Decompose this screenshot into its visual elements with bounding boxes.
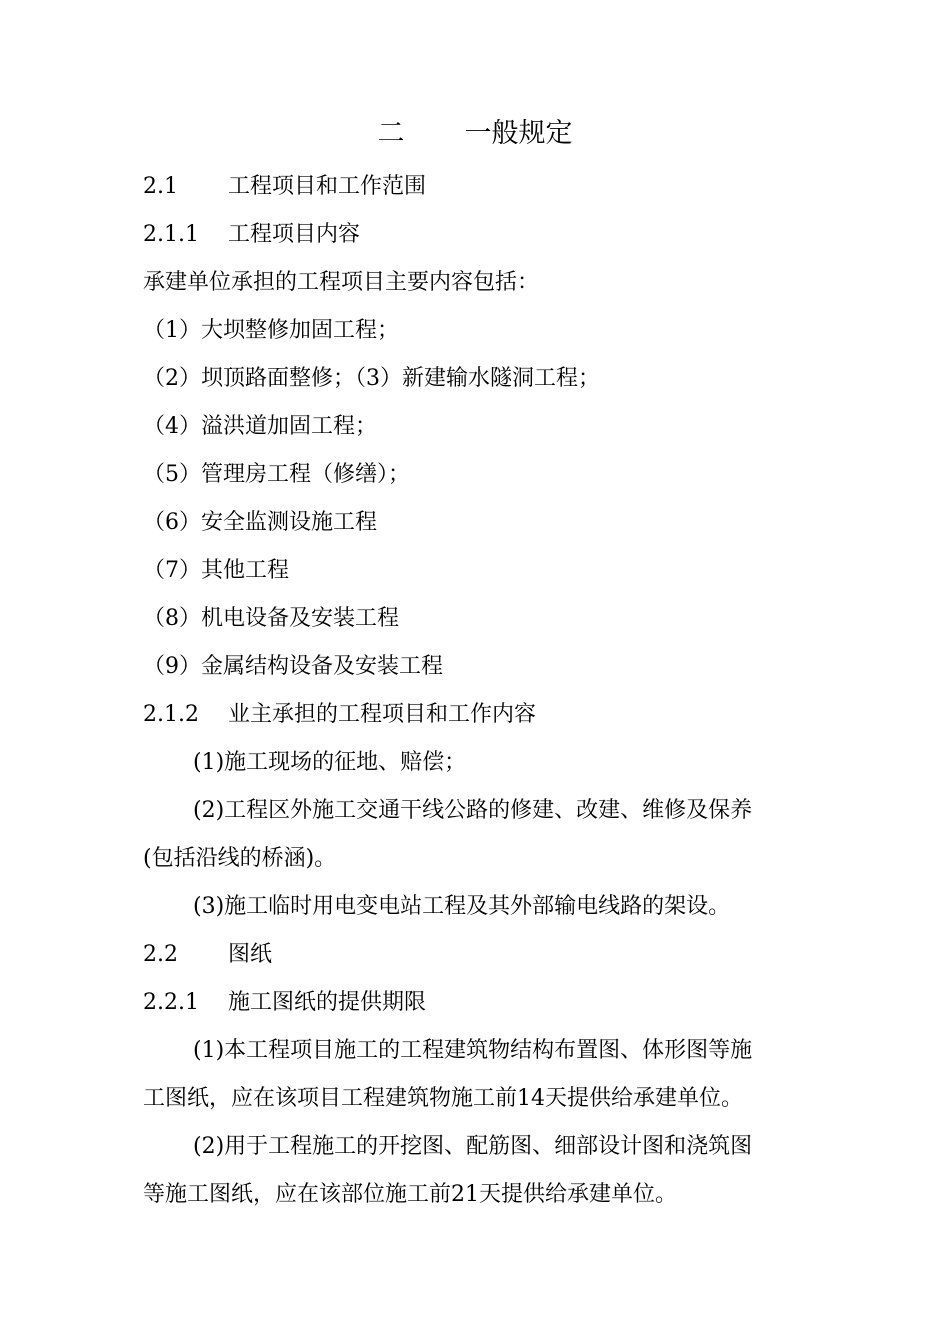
- paragraph-line: 承建单位承担的工程项目主要内容包括：: [143, 270, 540, 295]
- list-item: （8）机电设备及安装工程: [143, 606, 399, 631]
- paragraph-line: (1)本工程项目施工的工程建筑物结构布置图、体形图等施: [193, 1038, 753, 1063]
- subsection-heading-2-1-1: [143, 220, 360, 250]
- section-number: 2.1: [143, 174, 178, 199]
- chapter-number: 二: [377, 118, 405, 149]
- section-title: 工程项目内容: [228, 222, 361, 247]
- section-heading-2-2: [143, 940, 272, 970]
- list-item: （2）坝顶路面整修；（3）新建输水隧洞工程；: [143, 366, 600, 391]
- list-item: （6）安全监测设施工程: [143, 510, 377, 535]
- section-number: 2.1.2: [143, 702, 199, 727]
- section-title: 工程项目和工作范围: [228, 174, 427, 199]
- section-title: 施工图纸的提供期限: [228, 990, 427, 1015]
- paragraph-line: (2)用于工程施工的开挖图、配筋图、细部设计图和浇筑图: [193, 1134, 753, 1159]
- section-number: 2.2.1: [143, 990, 199, 1015]
- paragraph-line: 等施工图纸，应在该部位施工前21天提供给承建单位。: [143, 1182, 677, 1207]
- list-item: （1）大坝整修加固工程；: [143, 318, 399, 343]
- paragraph-line: (2)工程区外施工交通干线公路的修建、改建、维修及保养: [193, 798, 753, 823]
- chapter-heading: 一般规定: [464, 118, 573, 149]
- list-item: （9）金属结构设备及安装工程: [143, 654, 443, 679]
- paragraph-line: (包括沿线的桥涵)。: [143, 846, 337, 871]
- subsection-heading-2-2-1: [143, 988, 426, 1018]
- section-number: 2.2: [143, 942, 178, 967]
- chapter-title: [0, 117, 950, 151]
- section-number: 2.1.1: [143, 222, 199, 247]
- list-item: （4）溢洪道加固工程；: [143, 414, 377, 439]
- section-heading-2-1: [143, 172, 426, 202]
- list-item: （7）其他工程: [143, 558, 289, 583]
- section-title: 业主承担的工程项目和工作内容: [228, 702, 537, 727]
- subsection-heading-2-1-2: [143, 700, 536, 730]
- list-item: （5）管理房工程（修缮）；: [143, 462, 410, 487]
- paragraph-line: (3)施工临时用电变电站工程及其外部输电线路的架设。: [193, 894, 731, 919]
- paragraph-line: 工图纸，应在该项目工程建筑物施工前14天提供给承建单位。: [143, 1086, 743, 1111]
- paragraph-line: (1)施工现场的征地、赔偿；: [193, 750, 467, 775]
- section-title: 图纸: [228, 942, 273, 967]
